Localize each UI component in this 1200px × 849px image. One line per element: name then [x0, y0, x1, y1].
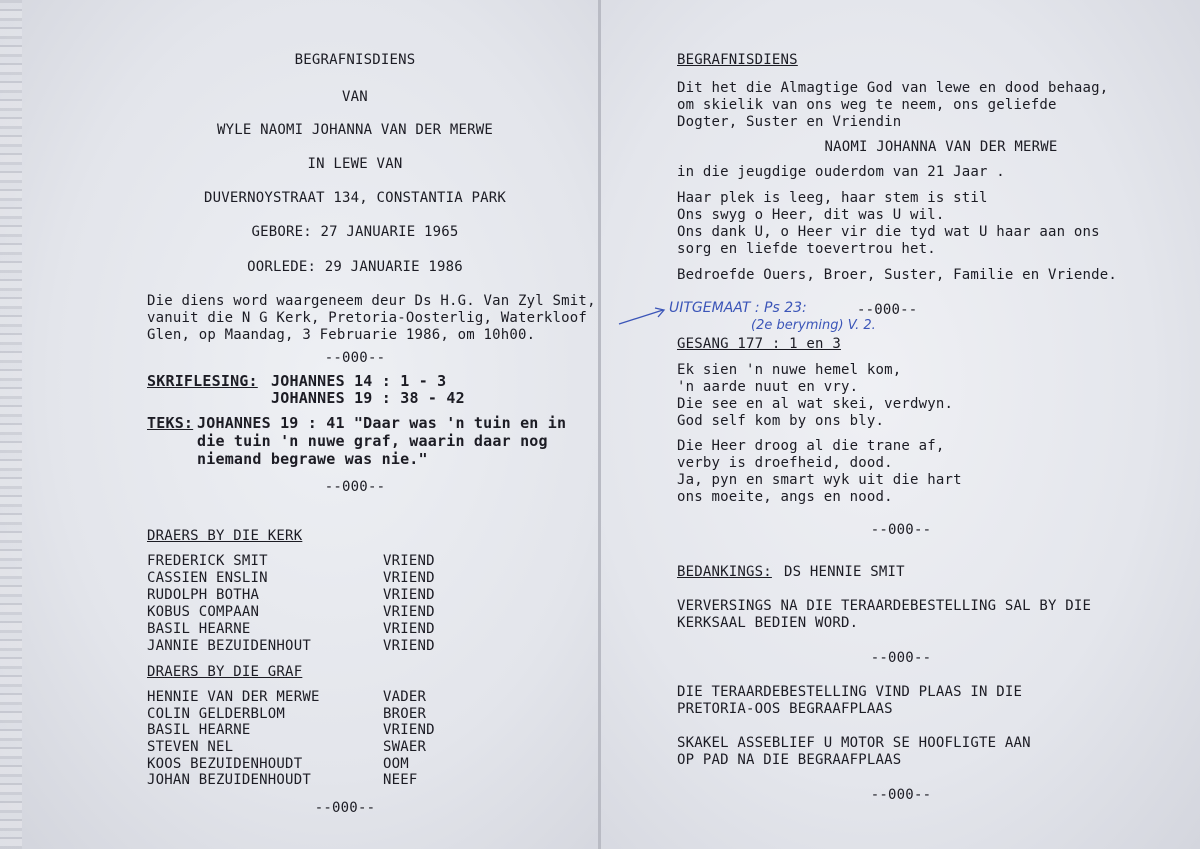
bearer-name: BASIL HEARNE — [147, 621, 251, 637]
bearer-name: BASIL HEARNE — [147, 722, 251, 738]
divider: --000-- — [857, 302, 918, 318]
bearer-role: VRIEND — [383, 638, 435, 654]
teks-line: niemand begrawe was nie." — [197, 450, 428, 468]
handwritten-note: UITGEMAAT : Ps 23: — [669, 300, 807, 316]
service-line: Glen, op Maandag, 3 Februarie 1986, om 10h00. — [147, 327, 536, 343]
bearer-name: RUDOLPH BOTHA — [147, 587, 260, 603]
end-divider: --000-- — [314, 800, 376, 816]
bearer-role: VADER — [383, 689, 427, 705]
verse-line: Ek sien 'n nuwe hemel kom, — [677, 362, 902, 378]
skriflesing-label: SKRIFLESING: — [147, 372, 258, 390]
teraarde-line: PRETORIA-OOS BEGRAAFPLAAS — [677, 701, 893, 717]
bearer-role: VRIEND — [383, 621, 435, 637]
skakel-line: SKAKEL ASSEBLIEF U MOTOR SE HOOFLIGTE AAN — [677, 735, 1031, 751]
verse-line: 'n aarde nuut en vry. — [677, 379, 859, 395]
service-line: vanuit die N G Kerk, Pretoria-Oosterlig, Waterkloof — [147, 310, 588, 326]
intro-line: Dogter, Suster en Vriendin — [677, 114, 902, 130]
teks-label: TEKS: — [147, 414, 194, 432]
handwritten-note: (2e beryming) V. 2. — [751, 318, 876, 333]
born-date: GEBORE: 27 JANUARIE 1965 — [251, 224, 459, 240]
divider: --000-- — [870, 787, 932, 803]
poem-line: Ons dank U, o Heer vir die tyd wat U haar aan ons — [677, 224, 1100, 240]
bedankings-label: BEDANKINGS: — [677, 564, 772, 580]
arrow-icon — [617, 300, 669, 330]
bearer-name: KOOS BEZUIDENHOUDT — [147, 756, 303, 772]
divider: --000-- — [870, 650, 932, 666]
intro-line: om skielik van ons weg te neem, ons geliefde — [677, 97, 1057, 113]
draers-kerk-title: DRAERS BY DIE KERK — [147, 528, 303, 544]
verse-line: God self kom by ons bly. — [677, 413, 885, 429]
poem-line: sorg en liefde toevertrou het. — [677, 241, 936, 257]
bearer-role: NEEF — [383, 772, 418, 788]
left-title: BEGRAFNISDIENS — [294, 52, 416, 68]
intro-line: Dit het die Almagtige God van lewe en dood behaag, — [677, 80, 1109, 96]
bearer-role: VRIEND — [383, 604, 435, 620]
verse-line: Die see en al wat skei, verdwyn. — [677, 396, 954, 412]
verse-line: Ja, pyn en smart wyk uit die hart — [677, 472, 962, 488]
verse-line: verby is droefheid, dood. — [677, 455, 893, 471]
poem-line: Haar plek is leeg, haar stem is stil — [677, 190, 988, 206]
left-page — [0, 0, 599, 849]
bearer-name: HENNIE VAN DER MERWE — [147, 689, 320, 705]
divider: --000-- — [324, 479, 386, 495]
bearer-name: FREDERICK SMIT — [147, 553, 268, 569]
teks-line: die tuin 'n nuwe graf, waarin daar nog — [197, 432, 548, 450]
teks-line: JOHANNES 19 : 41 "Daar was 'n tuin en in — [197, 414, 567, 432]
died-date: OORLEDE: 29 JANUARIE 1986 — [247, 259, 463, 275]
verse-line: ons moeite, angs en nood. — [677, 489, 893, 505]
bearer-name: STEVEN NEL — [147, 739, 234, 755]
bearer-name: COLIN GELDERBLOM — [147, 706, 286, 722]
right-page — [601, 0, 1200, 849]
bearer-name: CASSIEN ENSLIN — [147, 570, 268, 586]
age-line: in die jeugdige ouderdom van 21 Jaar . — [677, 164, 1005, 180]
skakel-line: OP PAD NA DIE BEGRAAFPLAAS — [677, 752, 902, 768]
bedankings-value: DS HENNIE SMIT — [784, 564, 905, 580]
bearer-name: JANNIE BEZUIDENHOUT — [147, 638, 311, 654]
bearer-role: VRIEND — [383, 722, 435, 738]
verse-line: Die Heer droog al die trane af, — [677, 438, 945, 454]
bearer-role: BROER — [383, 706, 427, 722]
divider: --000-- — [324, 350, 386, 366]
deceased-name: NAOMI JOHANNA VAN DER MERWE — [824, 139, 1058, 155]
bearer-name: KOBUS COMPAAN — [147, 604, 260, 620]
deceased-name-line: WYLE NAOMI JOHANNA VAN DER MERWE — [216, 122, 494, 138]
bearer-role: VRIEND — [383, 587, 435, 603]
versersings-line: KERKSAAL BEDIEN WORD. — [677, 615, 859, 631]
mourners-line: Bedroefde Ouers, Broer, Suster, Familie en Vriende. — [677, 267, 1118, 283]
bearer-name: JOHAN BEZUIDENHOUDT — [147, 772, 311, 788]
address: DUVERNOYSTRAAT 134, CONSTANTIA PARK — [203, 190, 506, 206]
bearer-role: OOM — [383, 756, 409, 772]
bearer-role: VRIEND — [383, 570, 435, 586]
divider: --000-- — [870, 522, 932, 538]
right-title: BEGRAFNISDIENS — [677, 52, 798, 68]
skriflesing-ref-1: JOHANNES 14 : 1 - 3 — [271, 372, 447, 390]
skriflesing-ref-2: JOHANNES 19 : 38 - 42 — [271, 389, 465, 407]
draers-graf-title: DRAERS BY DIE GRAF — [147, 664, 303, 680]
in-lewe-van: IN LEWE VAN — [307, 156, 403, 172]
left-van: VAN — [342, 89, 368, 105]
poem-line: Ons swyg o Heer, dit was U wil. — [677, 207, 945, 223]
bearer-role: VRIEND — [383, 553, 435, 569]
versersings-line: VERVERSINGS NA DIE TERAARDEBESTELLING SAL BY DIE — [677, 598, 1092, 614]
gesang-title: GESANG 177 : 1 en 3 — [677, 336, 841, 352]
teraarde-line: DIE TERAARDEBESTELLING VIND PLAAS IN DIE — [677, 684, 1023, 700]
bearer-role: SWAER — [383, 739, 427, 755]
service-line: Die diens word waargeneem deur Ds H.G. Van Zyl Smit, — [147, 293, 596, 309]
